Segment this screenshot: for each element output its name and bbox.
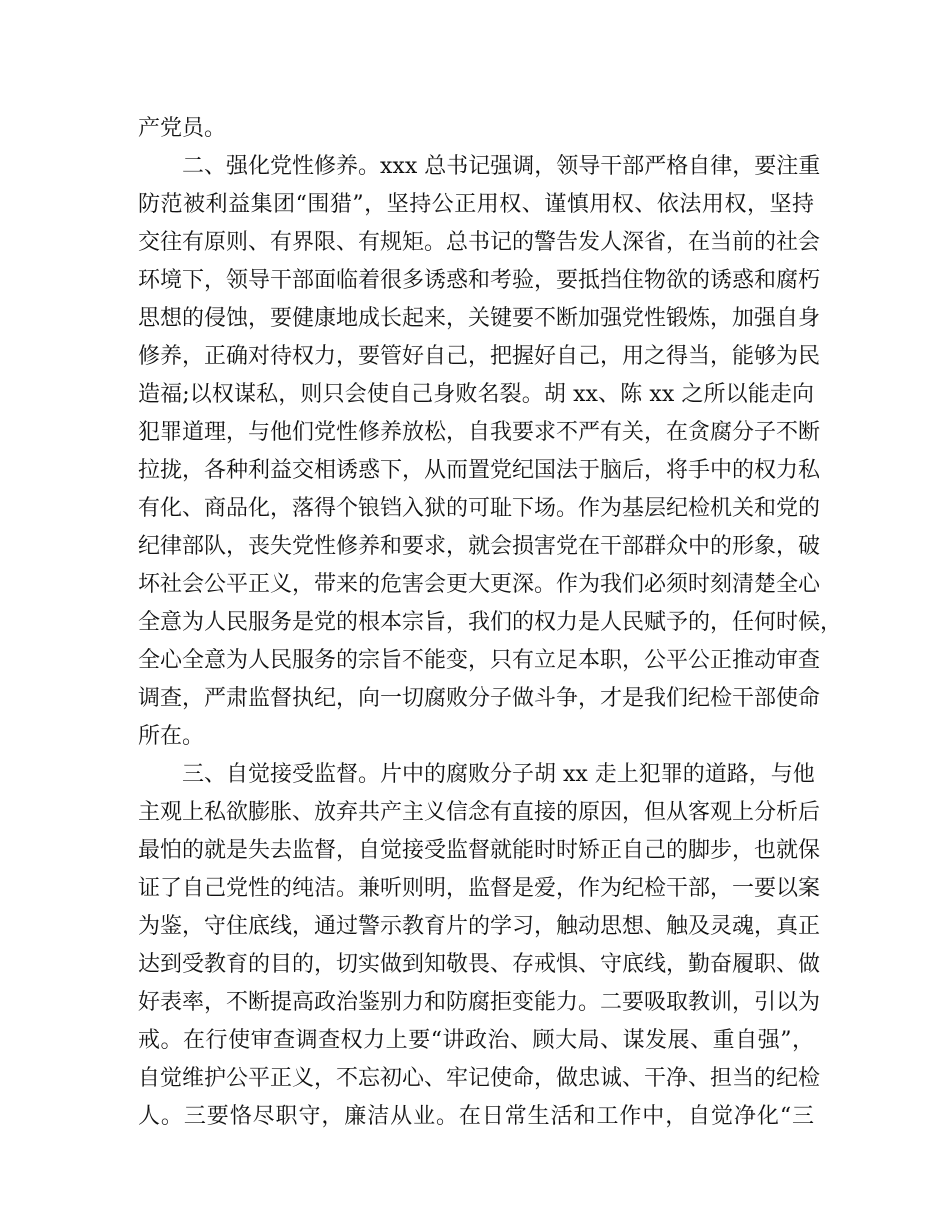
- text-line: 交往有原则、有界限、有规矩。总书记的警告发人深省，在当前的社会: [138, 230, 821, 255]
- text-line: 全心全意为人民服务的宗旨不能变，只有立足本职，公平公正推动审查: [138, 648, 821, 673]
- text-line: 为鉴，守住底线，通过警示教育片的学习，触动思想、触及灵魂，真正: [138, 914, 821, 939]
- text-line: 所在。: [138, 724, 205, 749]
- paragraph-heading-line: 二、强化党性修养。xxx 总书记强调，领导干部严格自律，要注重: [182, 154, 821, 179]
- text-line: 人。三要恪尽职守，廉洁从业。在日常生活和工作中，自觉净化“三: [138, 1104, 814, 1129]
- text-line: 防范被利益集团“围猎”，坚持公正用权、谨慎用权、依法用权，坚持: [138, 192, 814, 217]
- text-line: 犯罪道理，与他们党性修养放松，自我要求不严有关，在贪腐分子不断: [138, 420, 821, 445]
- text-line: 达到受教育的目的，切实做到知敬畏、存戒惧、守底线，勤奋履职、做: [138, 952, 821, 977]
- text-line: 最怕的就是失去监督，自觉接受监督就能时时矫正自己的脚步，也就保: [138, 838, 821, 863]
- text-line: 主观上私欲膨胀、放弃共产主义信念有直接的原因，但从客观上分析后: [138, 800, 821, 825]
- text-line: 自觉维护公平正义，不忘初心、牢记使命，做忠诚、干净、担当的纪检: [138, 1066, 821, 1091]
- text-line: 环境下，领导干部面临着很多诱惑和考验，要抵挡住物欲的诱惑和腐朽: [138, 268, 821, 293]
- text-line: 修养，正确对待权力，要管好自己，把握好自己，用之得当，能够为民: [138, 344, 821, 369]
- text-line: 戒。在行使审查调查权力上要“讲政治、顾大局、谋发展、重自强”，: [138, 1028, 814, 1053]
- paragraph-heading-line: 三、自觉接受监督。片中的腐败分子胡 xx 走上犯罪的道路，与他: [182, 762, 815, 787]
- text-line: 拉拢，各种利益交相诱惑下，从而置党纪国法于脑后，将手中的权力私: [138, 458, 821, 483]
- text-line: 有化、商品化，落得个锒铛入狱的可耻下场。作为基层纪检机关和党的: [138, 496, 821, 521]
- text-line: 坏社会公平正义，带来的危害会更大更深。作为我们必须时刻清楚全心: [138, 572, 821, 597]
- text-line: 思想的侵蚀，要健康地成长起来，关键要不断加强党性锻炼，加强自身: [138, 306, 821, 331]
- text-line: 全意为人民服务是党的根本宗旨，我们的权力是人民赋予的，任何时候，: [138, 610, 843, 635]
- text-line: 造福;以权谋私，则只会使自己身败名裂。胡 xx、陈 xx 之所以能走向: [138, 382, 814, 407]
- body-text: [138, 110, 843, 1136]
- text-line: 纪律部队，丧失党性修养和要求，就会损害党在干部群众中的形象，破: [138, 534, 821, 559]
- text-line: 证了自己党性的纯洁。兼听则明，监督是爱，作为纪检干部，一要以案: [138, 876, 821, 901]
- text-line: 调查，严肃监督执纪，向一切腐败分子做斗争，才是我们纪检干部使命: [138, 686, 821, 711]
- text-line: 产党员。: [138, 116, 227, 141]
- text-line: 好表率，不断提高政治鉴别力和防腐拒变能力。二要吸取教训，引以为: [138, 990, 821, 1015]
